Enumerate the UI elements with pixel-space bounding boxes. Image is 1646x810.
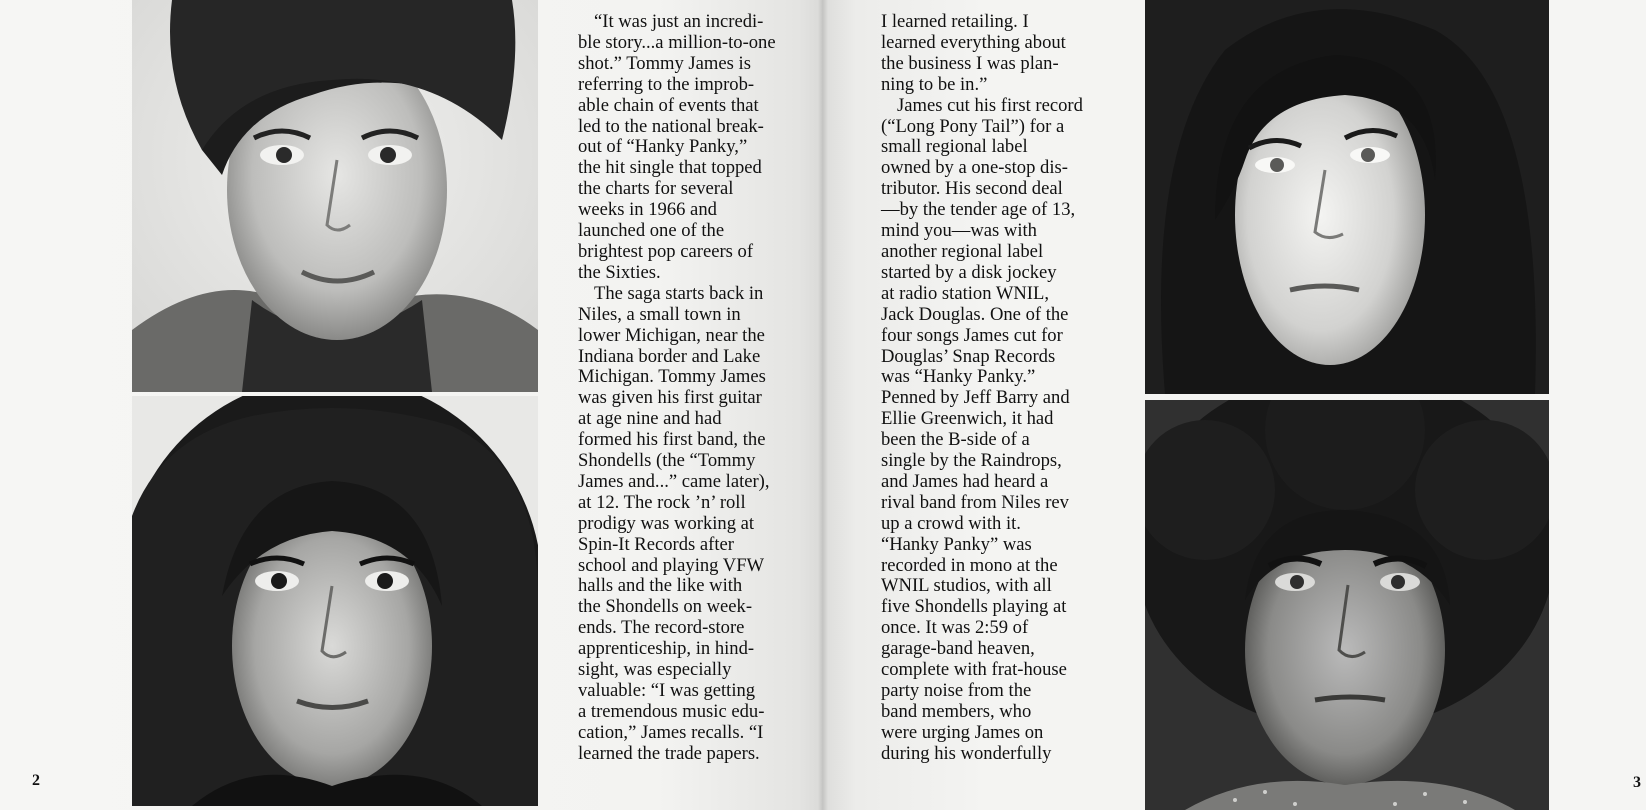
article-paragraph: James cut his first record (“Long Pony Tail”) for a small regional label owned by a one-stop dis- tributor. His second deal —by the tender age of 13, mind you—was with another regional label started by a disk jockey at radio station WNIL, Jack Douglas. One of the four songs James cut for Douglas’ Snap Records was “Hanky Panky.” Penned by Jeff Barry and Ellie Greenwich, it had been the B-side of a single by the Raindrops, and James had heard a rival band from Niles rev up a crowd with it. “Hanky Panky” was recorded in mono at the WNIL studios, with all five Shondells playing at once. It was 2:59 of garage-band heaven, complete with frat-house party noise from the band members, who were urging James on during his wonderfully [881, 94, 1083, 764]
article-paragraph: The saga starts back in Niles, a small town in lower Michigan, near the Indiana border and Lake Michigan. Tommy James was given his first guitar at age nine and had formed his first band, the Shondells (the “Tommy James and...” came later), at 12. The rock ’n’ roll prodigy was working at Spin-It Records after school and playing VFW halls and the like with the Shondells on week- ends. The record-store apprenticeship, in hind- sight, was especially valuable: “I was getting a tremendous music edu- cation,” James recalls. “I learned the trade papers. [578, 282, 770, 764]
article-paragraph: “It was just an incredi- ble story...a million-to-one shot.” Tommy James is referring to the improb- able chain of events that led to the national break- out of “Hanky Panky,” the hit single that topped the charts for several weeks in 1966 and launched one of the brightest pop careers of the Sixties. [578, 11, 776, 283]
page-number-left: 2 [32, 772, 40, 789]
portrait-photo-top-right [1145, 0, 1549, 394]
portrait-image [132, 396, 538, 806]
portrait-photo-top-left [132, 0, 538, 392]
portrait-photo-bottom-left [132, 396, 538, 806]
portrait-photo-bottom-right [1145, 400, 1549, 810]
portrait-image [1145, 0, 1549, 394]
article-column-left [578, 12, 808, 765]
portrait-image [1145, 400, 1549, 810]
page-number-right: 3 [1633, 774, 1641, 791]
right-page [823, 0, 1646, 810]
article-column-right [881, 12, 1111, 765]
article-paragraph: I learned retailing. I learned everything about the business I was plan- ning to be in.” [881, 11, 1066, 95]
spine-gutter [818, 0, 828, 810]
portrait-image [132, 0, 538, 392]
